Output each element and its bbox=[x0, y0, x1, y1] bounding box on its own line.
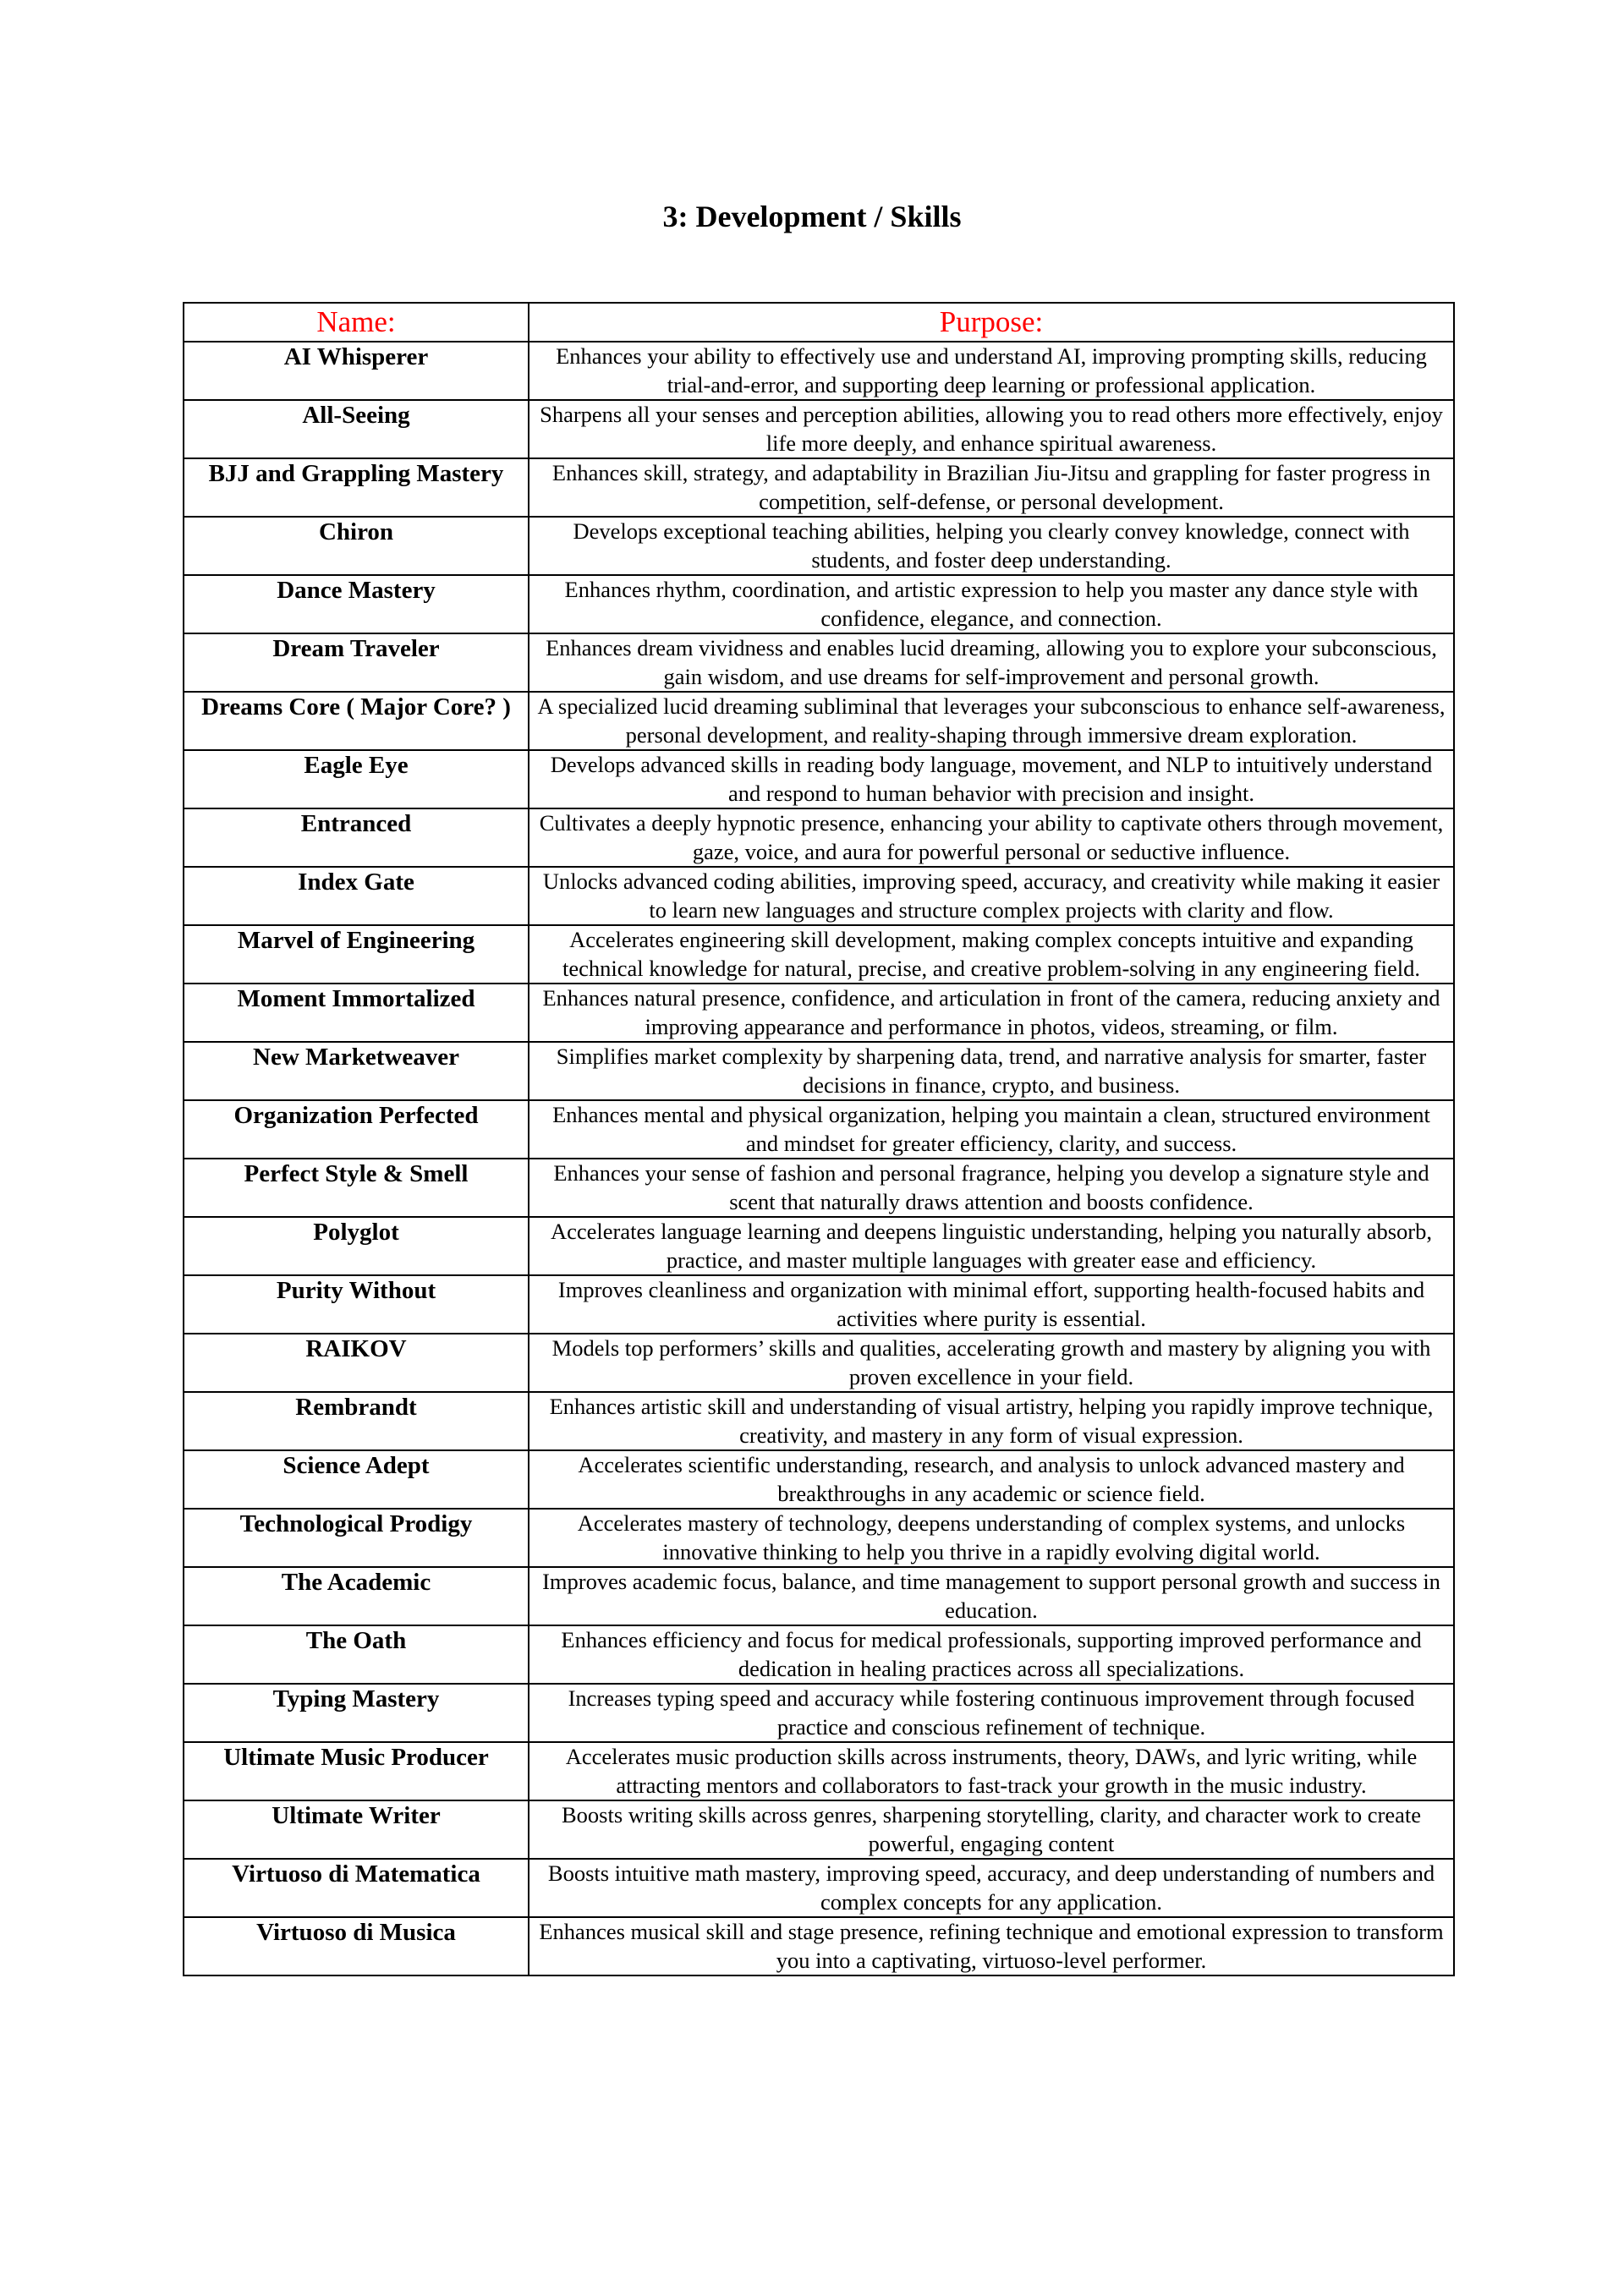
skill-purpose: Enhances rhythm, coordination, and artistic expression to help you master any dance style with confidence, elegance, and connection. bbox=[529, 575, 1454, 633]
skill-purpose: Accelerates scientific understanding, research, and analysis to unlock advanced mastery and breakthroughs in any academic or science field. bbox=[529, 1450, 1454, 1509]
skill-purpose: Improves cleanliness and organization with minimal effort, supporting health-focused habits and activities where purity is essential. bbox=[529, 1275, 1454, 1334]
skill-name: Dreams Core ( Major Core? ) bbox=[184, 692, 529, 750]
skill-purpose: Enhances your ability to effectively use and understand AI, improving prompting skills, reducing trial-and-error, and supporting deep learning or professional application. bbox=[529, 342, 1454, 400]
skill-purpose: Enhances artistic skill and understanding of visual artistry, helping you rapidly improve technique, creativity, and mastery in any form of visual expression. bbox=[529, 1392, 1454, 1450]
skill-name: Chiron bbox=[184, 517, 529, 575]
skill-name: RAIKOV bbox=[184, 1334, 529, 1392]
skill-name: Dance Mastery bbox=[184, 575, 529, 633]
skill-purpose: Boosts writing skills across genres, sharpening storytelling, clarity, and character work to create powerful, engaging content bbox=[529, 1800, 1454, 1859]
table-row bbox=[184, 1684, 1454, 1742]
skill-purpose: Accelerates mastery of technology, deepens understanding of complex systems, and unlocks innovative thinking to help you thrive in a rapidly evolving digital world. bbox=[529, 1509, 1454, 1567]
skill-purpose: Enhances mental and physical organization, helping you maintain a clean, structured environment and mindset for greater efficiency, clarity, and success. bbox=[529, 1100, 1454, 1159]
table-row bbox=[184, 1509, 1454, 1567]
skill-name: The Academic bbox=[184, 1567, 529, 1625]
skill-name: Perfect Style & Smell bbox=[184, 1159, 529, 1217]
skill-name: Virtuoso di Musica bbox=[184, 1917, 529, 1975]
table-row bbox=[184, 1159, 1454, 1217]
table-row bbox=[184, 1450, 1454, 1509]
skill-purpose: Enhances natural presence, confidence, and articulation in front of the camera, reducing anxiety and improving appearance and performance in photos, videos, streaming, or film. bbox=[529, 984, 1454, 1042]
skill-purpose: Accelerates language learning and deepens linguistic understanding, helping you naturally absorb, practice, and master multiple languages with greater ease and efficiency. bbox=[529, 1217, 1454, 1275]
skill-name: Dream Traveler bbox=[184, 633, 529, 692]
skill-purpose: Simplifies market complexity by sharpening data, trend, and narrative analysis for smarter, faster decisions in finance, crypto, and business. bbox=[529, 1042, 1454, 1100]
column-header-purpose: Purpose: bbox=[529, 303, 1454, 342]
skill-name: Eagle Eye bbox=[184, 750, 529, 808]
skill-purpose: Enhances musical skill and stage presence, refining technique and emotional expression to transform you into a captivating, virtuoso-level performer. bbox=[529, 1917, 1454, 1975]
table-row bbox=[184, 575, 1454, 633]
skill-purpose: Accelerates music production skills across instruments, theory, DAWs, and lyric writing, while attracting mentors and collaborators to fast-track your growth in the music industry. bbox=[529, 1742, 1454, 1800]
table-row bbox=[184, 925, 1454, 984]
skills-table bbox=[183, 302, 1455, 1976]
table-row bbox=[184, 1917, 1454, 1975]
skill-purpose: Models top performers’ skills and qualities, accelerating growth and mastery by aligning you with proven excellence in your field. bbox=[529, 1334, 1454, 1392]
table-row bbox=[184, 458, 1454, 517]
skill-purpose: Increases typing speed and accuracy while fostering continuous improvement through focused practice and conscious refinement of technique. bbox=[529, 1684, 1454, 1742]
skill-name: All-Seeing bbox=[184, 400, 529, 458]
column-header-name: Name: bbox=[184, 303, 529, 342]
table-row bbox=[184, 1625, 1454, 1684]
skill-name: Ultimate Writer bbox=[184, 1800, 529, 1859]
table-row bbox=[184, 342, 1454, 400]
skill-name: Index Gate bbox=[184, 867, 529, 925]
table-row bbox=[184, 1392, 1454, 1450]
table-row bbox=[184, 750, 1454, 808]
skill-name: AI Whisperer bbox=[184, 342, 529, 400]
page-title: 3: Development / Skills bbox=[662, 200, 962, 233]
skill-name: Science Adept bbox=[184, 1450, 529, 1509]
skill-purpose: Enhances your sense of fashion and personal fragrance, helping you develop a signature style and scent that naturally draws attention and boosts confidence. bbox=[529, 1159, 1454, 1217]
skill-purpose: Cultivates a deeply hypnotic presence, enhancing your ability to captivate others through movement, gaze, voice, and aura for powerful personal or seductive influence. bbox=[529, 808, 1454, 867]
skill-name: BJJ and Grappling Mastery bbox=[184, 458, 529, 517]
table-row bbox=[184, 517, 1454, 575]
table-row bbox=[184, 400, 1454, 458]
table-row bbox=[184, 1275, 1454, 1334]
skill-name: Ultimate Music Producer bbox=[184, 1742, 529, 1800]
table-row bbox=[184, 867, 1454, 925]
table-row bbox=[184, 1859, 1454, 1917]
skill-name: Virtuoso di Matematica bbox=[184, 1859, 529, 1917]
skill-purpose: Unlocks advanced coding abilities, improving speed, accuracy, and creativity while making it easier to learn new languages and structure complex projects with clarity and flow. bbox=[529, 867, 1454, 925]
skill-purpose: Develops exceptional teaching abilities, helping you clearly convey knowledge, connect with students, and foster deep understanding. bbox=[529, 517, 1454, 575]
table-row bbox=[184, 1217, 1454, 1275]
skill-purpose: Develops advanced skills in reading body language, movement, and NLP to intuitively understand and respond to human behavior with precision and insight. bbox=[529, 750, 1454, 808]
table-header-row bbox=[184, 303, 1454, 342]
skill-name: Rembrandt bbox=[184, 1392, 529, 1450]
skill-name: Entranced bbox=[184, 808, 529, 867]
skill-name: Marvel of Engineering bbox=[184, 925, 529, 984]
skill-name: Polyglot bbox=[184, 1217, 529, 1275]
table-row bbox=[184, 984, 1454, 1042]
table-row bbox=[184, 1800, 1454, 1859]
skill-name: Typing Mastery bbox=[184, 1684, 529, 1742]
skill-purpose: Enhances skill, strategy, and adaptability in Brazilian Jiu-Jitsu and grappling for faster progress in competition, self-defense, or personal development. bbox=[529, 458, 1454, 517]
skill-purpose: Enhances dream vividness and enables lucid dreaming, allowing you to explore your subconscious, gain wisdom, and use dreams for self-improvement and personal growth. bbox=[529, 633, 1454, 692]
skill-purpose: Improves academic focus, balance, and time management to support personal growth and success in education. bbox=[529, 1567, 1454, 1625]
table-row bbox=[184, 1567, 1454, 1625]
skill-name: Moment Immortalized bbox=[184, 984, 529, 1042]
skill-name: Purity Without bbox=[184, 1275, 529, 1334]
table-row bbox=[184, 1042, 1454, 1100]
table-row bbox=[184, 633, 1454, 692]
skill-purpose: Sharpens all your senses and perception abilities, allowing you to read others more effectively, enjoy life more deeply, and enhance spiritual awareness. bbox=[529, 400, 1454, 458]
skill-purpose: A specialized lucid dreaming subliminal that leverages your subconscious to enhance self-awareness, personal development, and reality-shaping through immersive dream exploration. bbox=[529, 692, 1454, 750]
skill-name: The Oath bbox=[184, 1625, 529, 1684]
skill-name: Organization Perfected bbox=[184, 1100, 529, 1159]
table-row bbox=[184, 808, 1454, 867]
table-row bbox=[184, 692, 1454, 750]
skill-purpose: Enhances efficiency and focus for medical professionals, supporting improved performance and dedication in healing practices across all specializations. bbox=[529, 1625, 1454, 1684]
skill-name: New Marketweaver bbox=[184, 1042, 529, 1100]
skill-purpose: Accelerates engineering skill development, making complex concepts intuitive and expanding technical knowledge for natural, precise, and creative problem-solving in any engineering field. bbox=[529, 925, 1454, 984]
skill-purpose: Boosts intuitive math mastery, improving speed, accuracy, and deep understanding of numbers and complex concepts for any application. bbox=[529, 1859, 1454, 1917]
table-row bbox=[184, 1100, 1454, 1159]
table-row bbox=[184, 1742, 1454, 1800]
table-row bbox=[184, 1334, 1454, 1392]
skill-name: Technological Prodigy bbox=[184, 1509, 529, 1567]
